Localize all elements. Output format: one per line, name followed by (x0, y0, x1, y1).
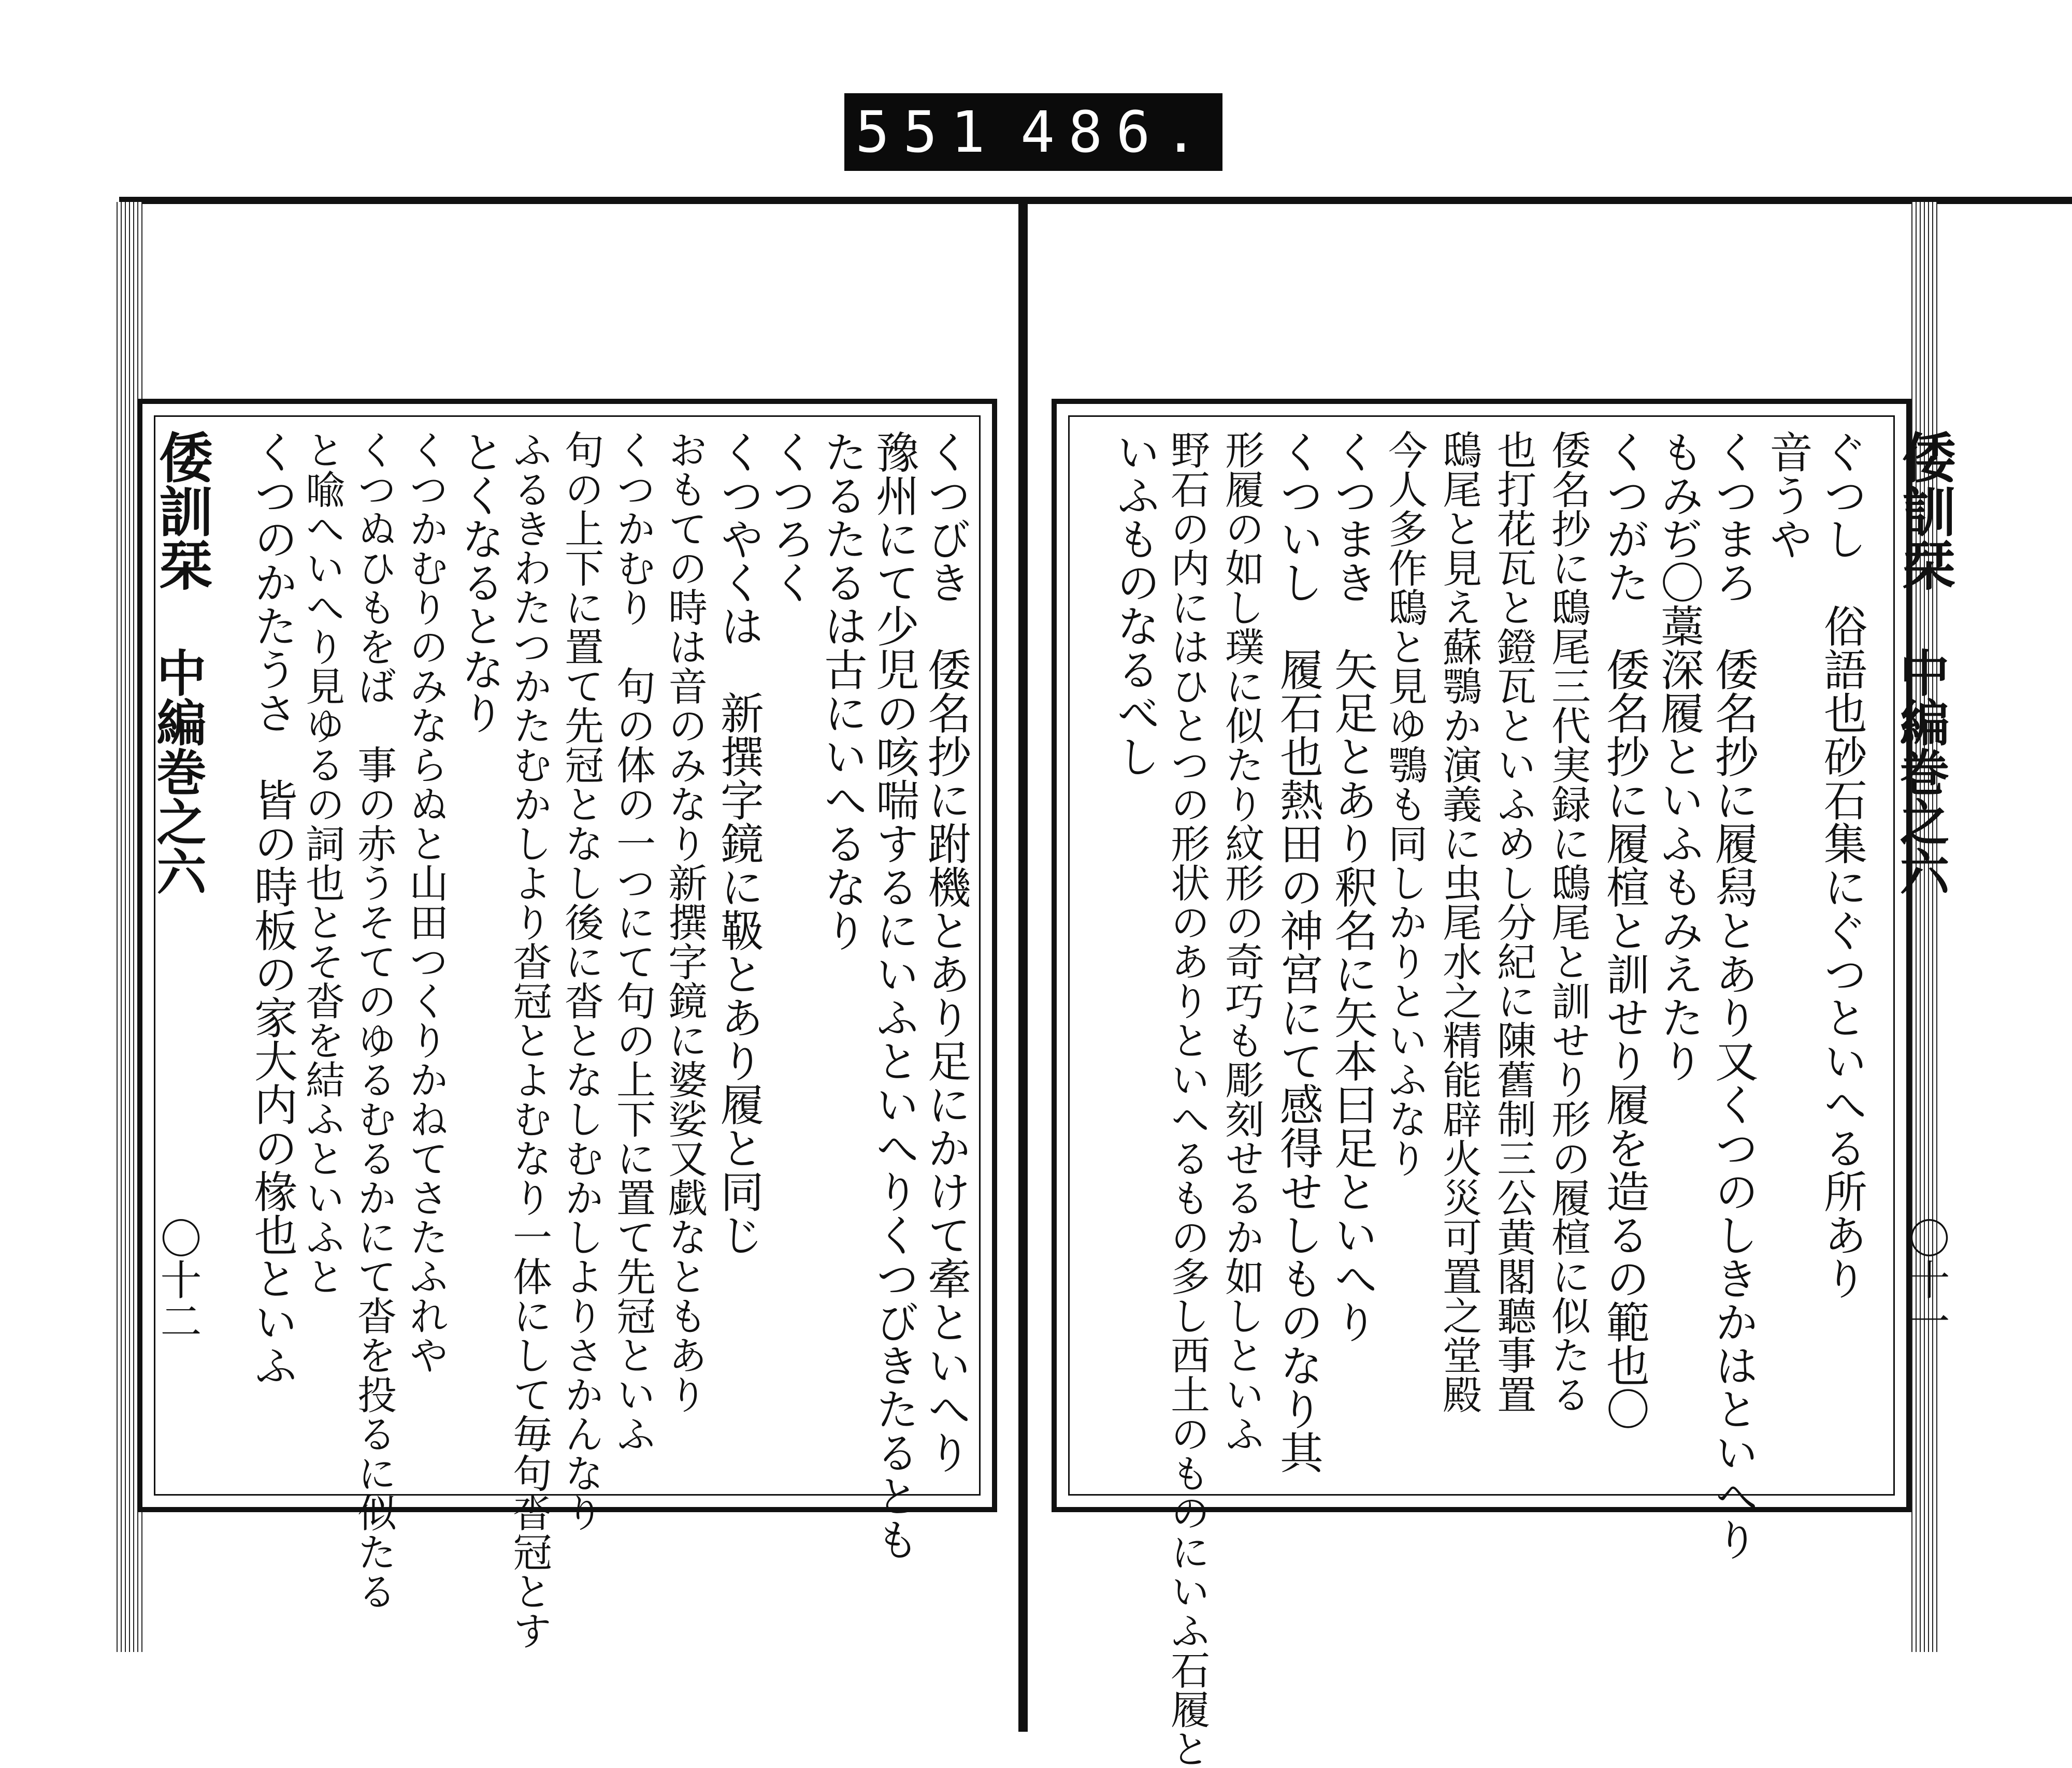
right-margin-volume: 中編巻之六 (1892, 647, 1950, 896)
right-margin-title: 倭訓栞 (1893, 430, 1956, 591)
right-text-column: くつまろ 倭名抄に履舄とあり又くつのしきかはといへり (1708, 430, 1759, 1561)
right-text-column: もみぢ〇藁深履といふもみえたり (1653, 430, 1705, 1082)
left-text-column: おもての時は音のみなり新撰字鏡に婆娑又戯なともあり (661, 430, 708, 1414)
top-binding-rule (119, 197, 2072, 204)
left-margin-volume: 中編巻之六 (149, 647, 207, 896)
left-text-column: くつのかたうさ 皆の時板の家大内の椽也といふ (247, 430, 298, 1387)
catalog-number-label (844, 93, 1222, 171)
right-text-column: 也打花瓦と鐙瓦といふめし分紀に陳舊制三公黄閣聽事置 (1490, 430, 1537, 1414)
right-folio: 〇十一 (1902, 1217, 1950, 1341)
right-text-column: 音うや (1762, 430, 1814, 560)
left-text-column: とくなるとなり (454, 430, 506, 734)
left-text-column: ふるきわたつかたむかしより沓冠とよむなり一体にして毎句沓冠とす (506, 430, 553, 1650)
left-text-column: くつかむり 句の体の一つにて句の上下に置て先冠といふ (610, 430, 656, 1453)
right-text-column: ぐつし 俗語也砂石集にぐつといへる所あり (1817, 430, 1868, 1300)
left-text-column: 豫州にて少児の咳喘するにいふといへりくつびきたるとも (869, 430, 920, 1561)
right-text-column: 鴟尾と見え蘇鶚か演義に虫尾水之精能辟火災可置之堂殿 (1436, 430, 1483, 1414)
catalog-number-left: 551 (855, 99, 999, 165)
left-text-column: くつぬひもをば 事の赤うそてのゆるむるかにて沓を投るに似たる (351, 430, 397, 1611)
left-text-column: くつろく (765, 430, 816, 604)
left-folio: 〇十二 (153, 1217, 202, 1341)
right-text-column: くついし 履石也熱田の神宮にて感得せしものなり其 (1273, 430, 1324, 1474)
left-text-column: くつびき 倭名抄に跗機とあり足にかけて牽といへり (920, 430, 972, 1474)
catalog-number-right: 486. (1020, 99, 1212, 165)
left-text-column: 句の上下に置て先冠となし後に沓となしむかしよりさかんなり (558, 430, 605, 1532)
left-margin-title: 倭訓栞 (150, 430, 213, 591)
right-text-column: 野石の内にはひとつの形状のありといへるもの多し西土のものにいふ石履と (1164, 430, 1211, 1768)
right-text-column: くつがた 倭名抄に履楦と訓せり履を造るの範也〇 (1599, 430, 1650, 1430)
left-text-column: たるたるは古にいへるなり (817, 430, 868, 952)
left-text-column: くつかむりのみならぬと山田つくりかねてさたふれや (402, 430, 449, 1374)
left-text-column: くつやくは 新撰字鏡に靸とあり履と同じ (713, 430, 765, 1256)
left-text-column: と喩へいへり見ゆるの詞也とそ沓を結ふといふと (299, 430, 346, 1296)
book-spine (1018, 197, 1028, 1732)
right-text-column: 形履の如し璞に似たり紋形の奇巧も彫刻せるか如しといふ (1218, 430, 1265, 1453)
right-text-column: 今人多作鴟と見ゆ鶚も同しかりといふなり (1382, 430, 1428, 1178)
right-text-column: いふものなるべし (1110, 430, 1161, 778)
right-text-column: くつまき 矢足とあり釈名に矢本曰足といへり (1327, 430, 1378, 1343)
right-text-column: 倭名抄に鴟尾三代実録に鴟尾と訓せり形の履楦に似たる (1545, 430, 1591, 1414)
